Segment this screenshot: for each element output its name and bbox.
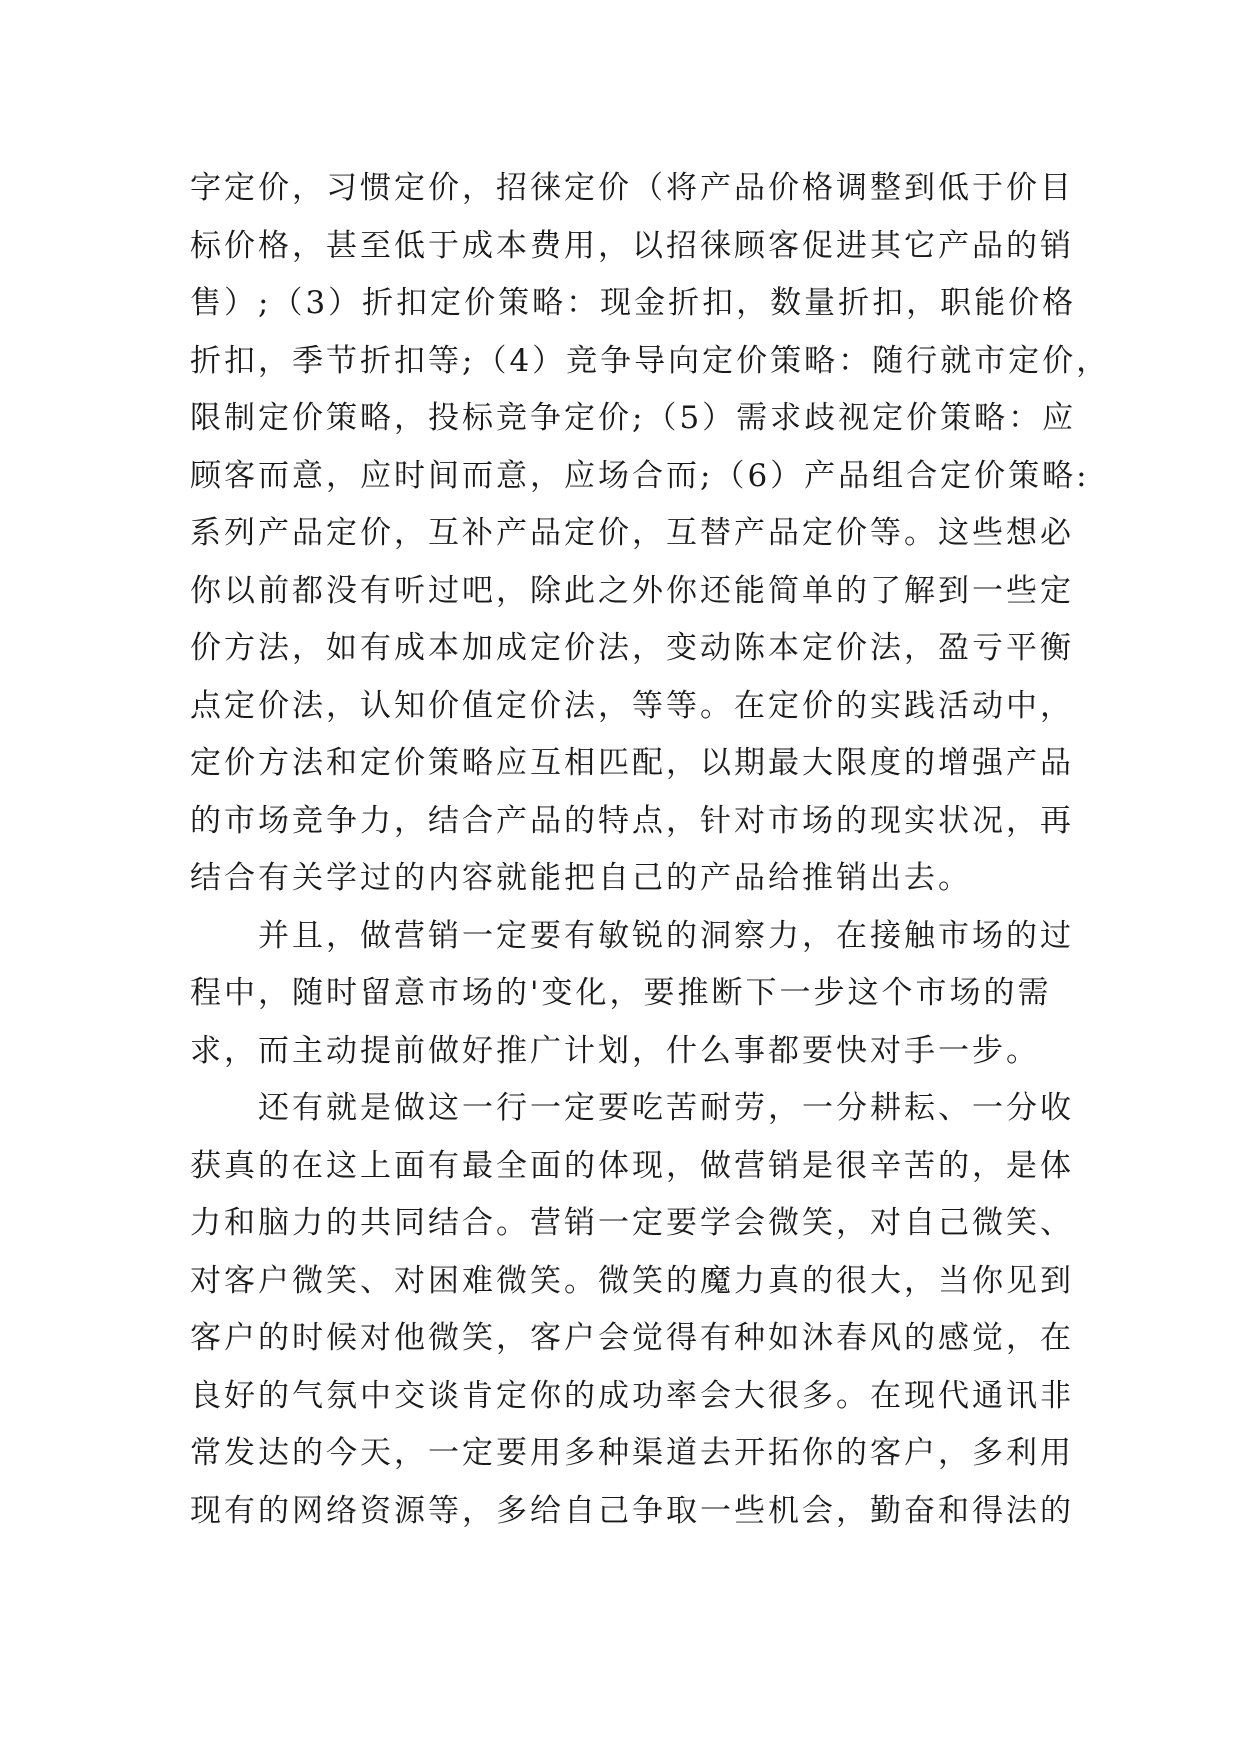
text-line: 并且，做营销一定要有敏锐的洞察力，在接触市场的过 (190, 917, 1074, 954)
text-line: 对客户微笑、对困难微笑。微笑的魔力真的很大，当你见到 (190, 1262, 1074, 1299)
text-line: 标价格，甚至低于成本费用，以招徕顾客促进其它产品的销 (190, 227, 1074, 264)
text-line: 结合有关学过的内容就能把自己的产品给推销出去。 (190, 860, 972, 896)
text-line: 字定价，习惯定价，招徕定价（将产品价格调整到低于价目 (190, 170, 1074, 206)
text-line: 良好的气氛中交谈肯定你的成功率会大很多。在现代通讯非 (190, 1377, 1074, 1414)
text-line: 点定价法，认知价值定价法，等等。在定价的实践活动中， (190, 687, 1074, 724)
text-line: 顾客而意，应时间而意，应场合而;（6）产品组合定价策略: (190, 457, 1090, 494)
text-line: 还有就是做这一行一定要吃苦耐劳，一分耕耘、一分收 (190, 1090, 1074, 1126)
text-line: 折扣，季节折扣等;（4）竞争导向定价策略：随行就市定价， (190, 342, 1111, 379)
text-line: 系列产品定价，互补产品定价，互替产品定价等。这些想必 (190, 515, 1074, 551)
text-line: 现有的网络资源等，多给自己争取一些机会，勤奋和得法的 (190, 1492, 1074, 1529)
text-line: 限制定价策略，投标竞争定价;（5）需求歧视定价策略：应 (190, 400, 1077, 436)
text-line: 力和脑力的共同结合。营销一定要学会微笑，对自己微笑、 (190, 1205, 1074, 1241)
text-line: 售）;（3）折扣定价策略：现金折扣，数量折扣，职能价格 (190, 285, 1077, 321)
text-line: 常发达的今天，一定要用多种渠道去开拓你的客户，多利用 (190, 1435, 1074, 1471)
document-body (190, 160, 1111, 1540)
text-line: 客户的时候对他微笑，客户会觉得有种如沐春风的感觉，在 (190, 1320, 1074, 1356)
text-line: 程中，随时留意市场的'变化，要推断下一步这个市场的需 (190, 975, 1052, 1011)
text-line: 你以前都没有听过吧，除此之外你还能简单的了解到一些定 (190, 572, 1074, 609)
text-line: 的市场竞争力，结合产品的特点，针对市场的现实状况，再 (190, 802, 1074, 839)
text-line: 定价方法和定价策略应互相匹配，以期最大限度的增强产品 (190, 745, 1074, 781)
text-line: 价方法，如有成本加成定价法，变动陈本定价法，盈亏平衡 (190, 630, 1074, 666)
text-line: 求，而主动提前做好推广计划，什么事都要快对手一步。 (190, 1032, 1040, 1069)
text-line: 获真的在这上面有最全面的体现，做营销是很辛苦的，是体 (190, 1147, 1074, 1184)
